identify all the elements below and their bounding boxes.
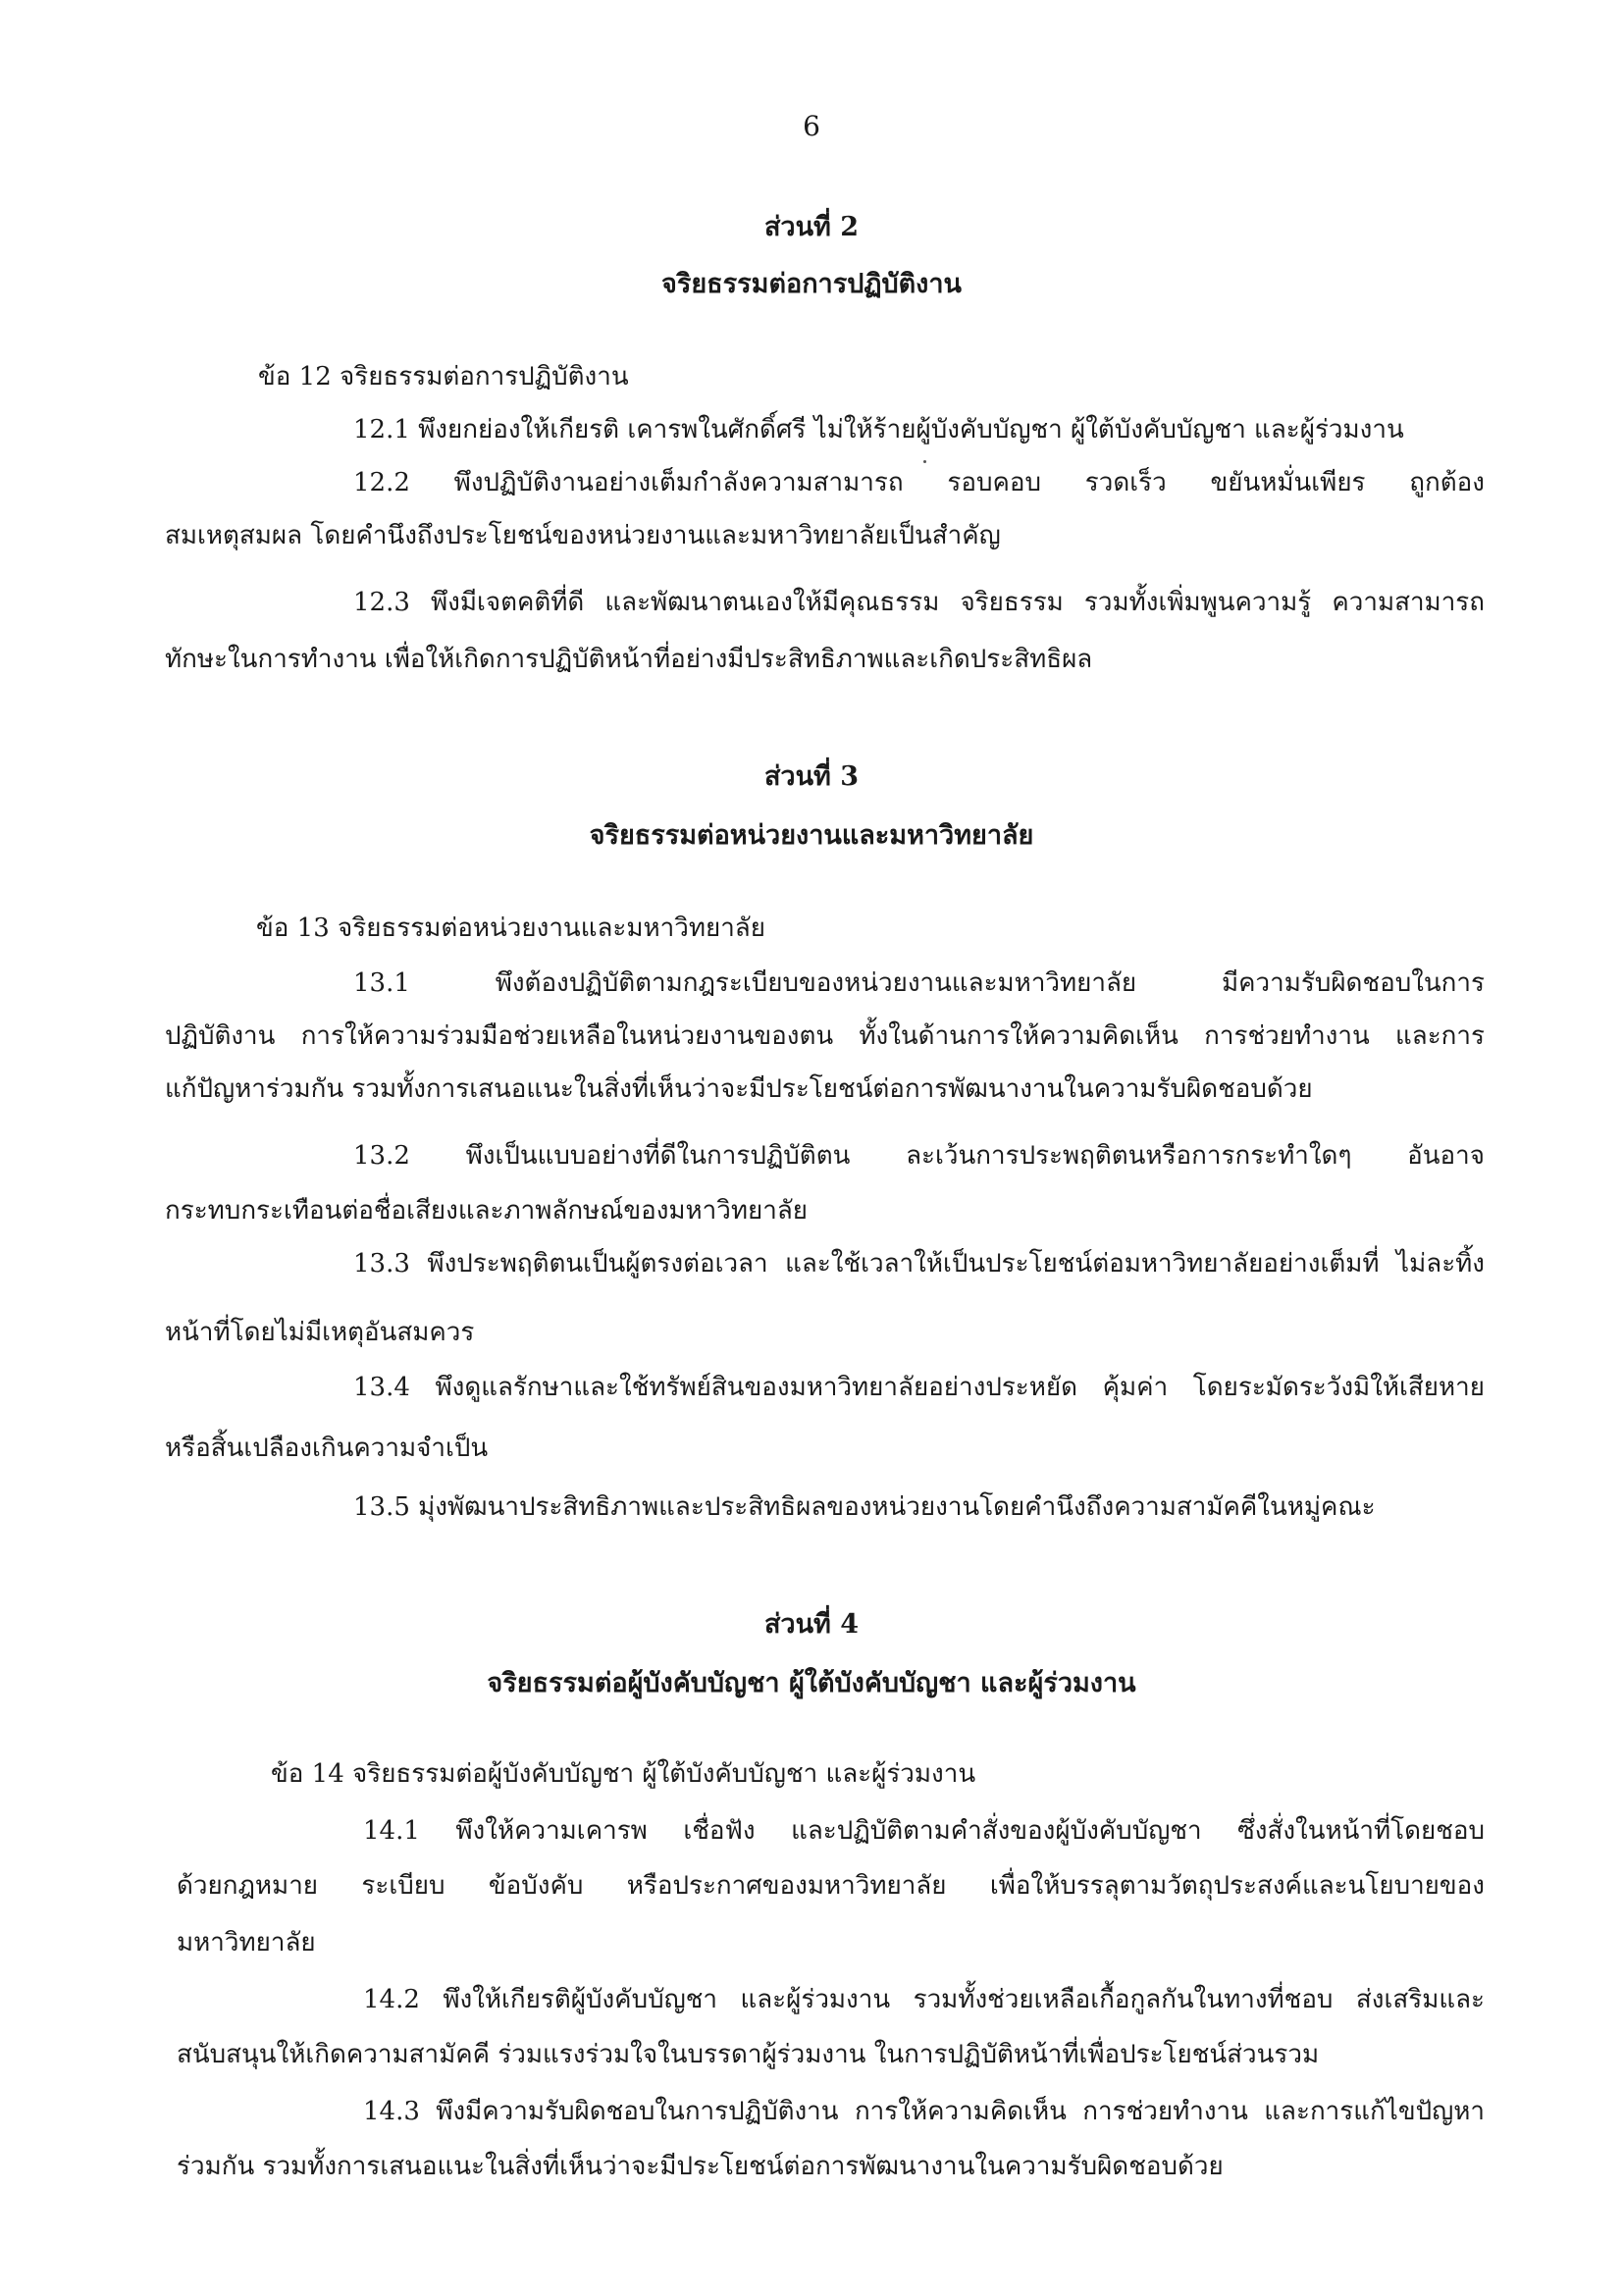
paragraph-line: ร่วมกัน รวมทั้งการเสนอแนะในสิ่งที่เห็นว่าจะมีประโยชน์ต่อการพัฒนางานในความรับผิดชอบด้วย	[177, 2152, 1224, 2181]
section-4-subheading: จริยธรรมต่อผู้บังคับบัญชา ผู้ใต้บังคับบัญชา และผู้ร่วมงาน	[487, 1668, 1136, 1698]
article-13-title: ข้อ 13 จริยธรรมต่อหน่วยงานและมหาวิทยาลัย	[256, 913, 765, 943]
paragraph-line: ปฏิบัติงาน การให้ความร่วมมือช่วยเหลือในหน่วยงานของตน ทั้งในด้านการให้ความคิดเห็น การช่วยทำงาน และการ	[165, 1021, 1485, 1051]
paragraph-line: 13.2 พึงเป็นแบบอย่างที่ดีในการปฏิบัติตน ละเว้นการประพฤติตนหรือการกระทำใดๆ อันอาจ	[353, 1141, 1485, 1171]
paragraph-line: 12.2 พึงปฏิบัติงานอย่างเต็มกำลังความสามารถ รอบคอบ รวดเร็ว ขยันหมั่นเพียร ถูกต้อง	[353, 468, 1485, 497]
paragraph-line: 13.1 พึงต้องปฏิบัติตามกฎระเบียบของหน่วยงานและมหาวิทยาลัย มีความรับผิดชอบในการ	[353, 968, 1485, 998]
page-number: 6	[803, 110, 820, 142]
paragraph-line: หน้าที่โดยไม่มีเหตุอันสมควร	[165, 1318, 475, 1347]
scan-speck	[923, 460, 926, 463]
section-2-subheading: จริยธรรมต่อการปฏิบัติงาน	[661, 269, 962, 299]
paragraph-line: ด้วยกฎหมาย ระเบียบ ข้อบังคับ หรือประกาศของมหาวิทยาลัย เพื่อให้บรรลุตามวัตถุประสงค์และนโยบายของ	[177, 1871, 1485, 1901]
paragraph-line: กระทบกระเทือนต่อชื่อเสียงและภาพลักษณ์ของมหาวิทยาลัย	[165, 1196, 809, 1226]
paragraph-line: 14.3 พึงมีความรับผิดชอบในการปฏิบัติงาน การให้ความคิดเห็น การช่วยทำงาน และการแก้ไขปัญหา	[363, 2097, 1485, 2126]
paragraph-line: หรือสิ้นเปลืองเกินความจำเป็น	[165, 1434, 489, 1463]
paragraph-line: 13.4 พึงดูแลรักษาและใช้ทรัพย์สินของมหาวิทยาลัยอย่างประหยัด คุ้มค่า โดยระมัดระวังมิให้เสียหาย	[353, 1373, 1485, 1402]
paragraph-line: 14.1 พึงให้ความเคารพ เชื่อฟัง และปฏิบัติตามคำสั่งของผู้บังคับบัญชา ซึ่งสั่งในหน้าที่โดยชอบ	[363, 1816, 1485, 1846]
article-14-title: ข้อ 14 จริยธรรมต่อผู้บังคับบัญชา ผู้ใต้บังคับบัญชา และผู้ร่วมงาน	[271, 1759, 976, 1789]
paragraph-line: 12.1 พึงยกย่องให้เกียรติ เคารพในศักดิ์ศรี ไม่ให้ร้ายผู้บังคับบัญชา ผู้ใต้บังคับบัญชา และผู้ร่วมงาน	[353, 415, 1404, 444]
paragraph-line: ทักษะในการทำงาน เพื่อให้เกิดการปฏิบัติหน้าที่อย่างมีประสิทธิภาพและเกิดประสิทธิผล	[165, 645, 1093, 674]
paragraph-line: 14.2 พึงให้เกียรติผู้บังคับบัญชา และผู้ร่วมงาน รวมทั้งช่วยเหลือเกื้อกูลกันในทางที่ชอบ ส่งเสริมและ	[363, 1985, 1485, 2014]
paragraph-line: แก้ปัญหาร่วมกัน รวมทั้งการเสนอแนะในสิ่งที่เห็นว่าจะมีประโยชน์ต่อการพัฒนางานในความรับผิดชอบด้วย	[165, 1074, 1313, 1104]
section-2-heading: ส่วนที่ 2	[763, 212, 860, 242]
paragraph-line: 13.5 มุ่งพัฒนาประสิทธิภาพและประสิทธิผลของหน่วยงานโดยคำนึงถึงความสามัคคีในหมู่คณะ	[353, 1492, 1376, 1522]
section-4-heading: ส่วนที่ 4	[763, 1609, 860, 1640]
paragraph-line: 12.3 พึงมีเจตคติที่ดี และพัฒนาตนเองให้มีคุณธรรม จริยธรรม รวมทั้งเพิ่มพูนความรู้ ความสามารถ	[353, 588, 1485, 617]
paragraph-line: สมเหตุสมผล โดยคำนึงถึงประโยชน์ของหน่วยงานและมหาวิทยาลัยเป็นสำคัญ	[165, 521, 1001, 550]
article-12-title: ข้อ 12 จริยธรรมต่อการปฏิบัติงาน	[258, 362, 629, 391]
paragraph-line: สนับสนุนให้เกิดความสามัคคี ร่วมแรงร่วมใจในบรรดาผู้ร่วมงาน ในการปฏิบัติหน้าที่เพื่อประโยชน์ส่วนรวม	[177, 2040, 1320, 2069]
section-3-subheading: จริยธรรมต่อหน่วยงานและมหาวิทยาลัย	[589, 820, 1034, 851]
paragraph-line: 13.3 พึงประพฤติตนเป็นผู้ตรงต่อเวลา และใช้เวลาให้เป็นประโยชน์ต่อมหาวิทยาลัยอย่างเต็มที่ ไม่ละทิ้ง	[353, 1249, 1485, 1278]
section-3-heading: ส่วนที่ 3	[763, 761, 860, 792]
paragraph-line: มหาวิทยาลัย	[177, 1928, 316, 1957]
